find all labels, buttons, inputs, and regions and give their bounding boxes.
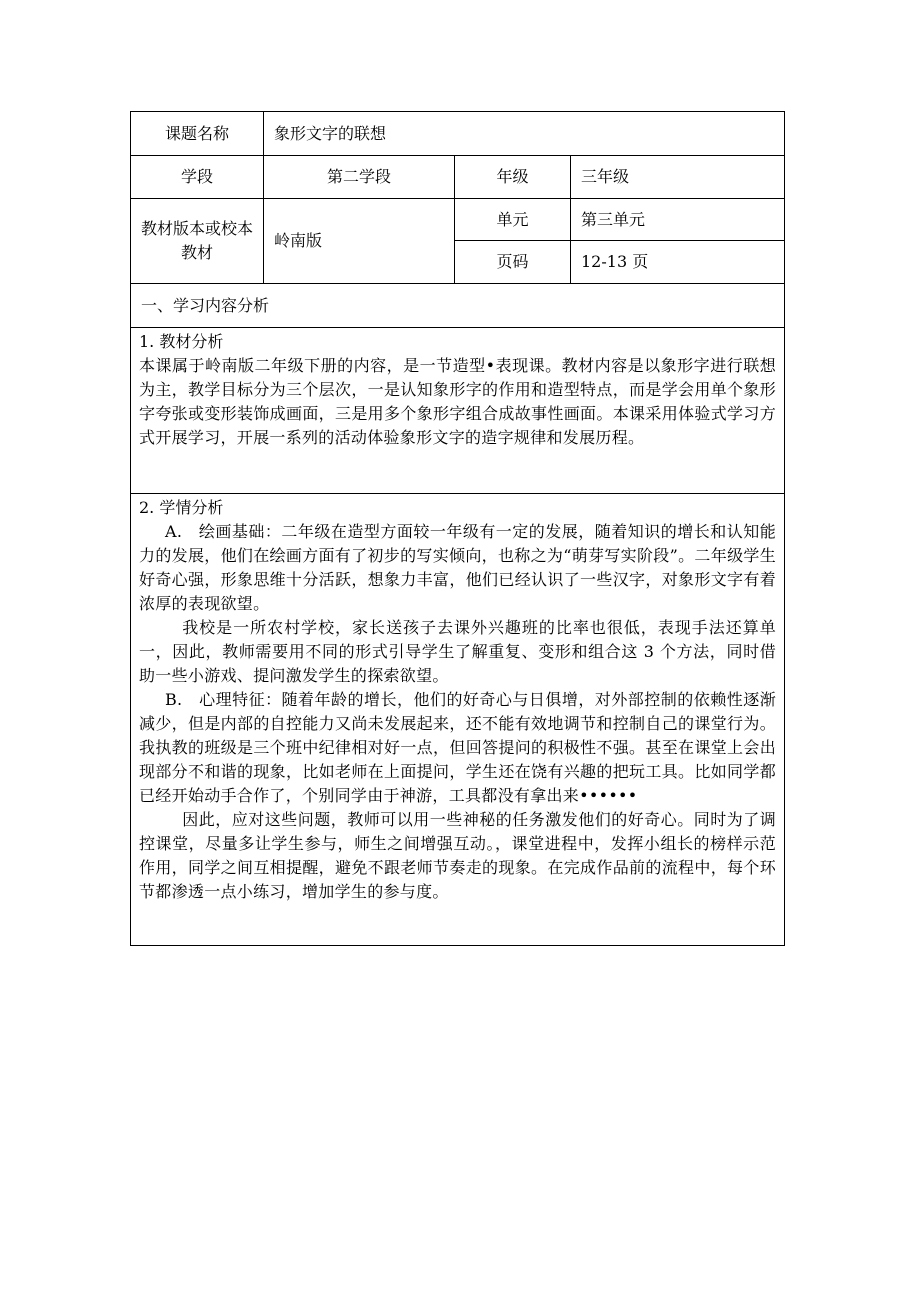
unit-row <box>131 199 785 241</box>
stage-row <box>131 156 785 199</box>
drawing-basis-paragraph: A. 绘画基础：二年级在造型方面较一年级有一定的发展，随着知识的增长和认知能力的发展，他们在绘画方面有了初步的写实倾向，也称之为“萌芽写实阶段”。二年级学生好奇心强，形象思维十分活跃，想象力丰富，他们已经认识了一些汉字，对象形文字有着浓厚的表现欲望。 <box>139 522 777 613</box>
textbook-value: 岭南版 <box>264 199 455 284</box>
textbook-label: 教材版本或校本教材 <box>131 199 264 284</box>
textbook-analysis-body: 本课属于岭南版二年级下册的内容，是一节造型•表现课。教材内容是以象形字进行联想为主，教学目标分为三个层次，一是认知象形字的作用和造型特点，而是学会用单个象形字夸张或变形装饰成画面，三是用多个象形字组合成故事性画面。本课采用体验式学习方式开展学习，开展一系列的活动体验象形文字的造字规律和发展历程。 <box>139 356 777 447</box>
textbook-analysis-title: 1. 教材分析 <box>139 332 224 351</box>
section-heading: 一、学习内容分析 <box>131 284 785 328</box>
course-name-label: 课题名称 <box>131 112 264 156</box>
school-context-paragraph: 我校是一所农村学校，家长送孩子去课外兴趣班的比率也很低，表现手法还算单一，因此，教师需要用不同的形式引导学生了解重复、变形和组合这 3 个方法，同时借助一些小游戏、提问激发学生的探索欲望。 <box>139 618 777 685</box>
student-analysis-cell <box>131 494 785 946</box>
unit-value: 第三单元 <box>571 199 785 241</box>
page-value: 12-13 页 <box>571 241 785 284</box>
unit-label: 单元 <box>455 199 571 241</box>
stage-value: 第二学段 <box>264 156 455 199</box>
grade-value: 三年级 <box>571 156 785 199</box>
student-analysis-title: 2. 学情分析 <box>139 498 224 517</box>
student-analysis-row <box>131 494 785 946</box>
textbook-analysis-cell <box>131 328 785 494</box>
stage-label: 学段 <box>131 156 264 199</box>
course-name-value: 象形文字的联想 <box>264 112 785 156</box>
psychology-paragraph: B. 心理特征：随着年龄的增长，他们的好奇心与日俱增，对外部控制的依赖性逐渐减少，但是内部的自控能力又尚未发展起来，还不能有效地调节和控制自己的课堂行为。我执教的班级是三个班中纪律相对好一点，但回答提问的积极性不强。甚至在课堂上会出现部分不和谐的现象，比如老师在上面提问，学生还在饶有兴趣的把玩工具。比如同学都已经开始动手合作了，个别同学由于神游，工具都没有拿出来•••••• <box>139 690 777 805</box>
lesson-plan-table <box>130 111 785 946</box>
course-name-row <box>131 112 785 156</box>
textbook-analysis-row <box>131 328 785 494</box>
page-label: 页码 <box>455 241 571 284</box>
strategy-paragraph: 因此，应对这些问题，教师可以用一些神秘的任务激发他们的好奇心。同时为了调控课堂，尽量多让学生参与，师生之间增强互动。，课堂进程中，发挥小组长的榜样示范作用，同学之间互相提醒，避免不跟老师节奏走的现象。在完成作品前的流程中，每个环节都渗透一点小练习，增加学生的参与度。 <box>139 810 777 901</box>
grade-label: 年级 <box>455 156 571 199</box>
section-heading-row <box>131 284 785 328</box>
